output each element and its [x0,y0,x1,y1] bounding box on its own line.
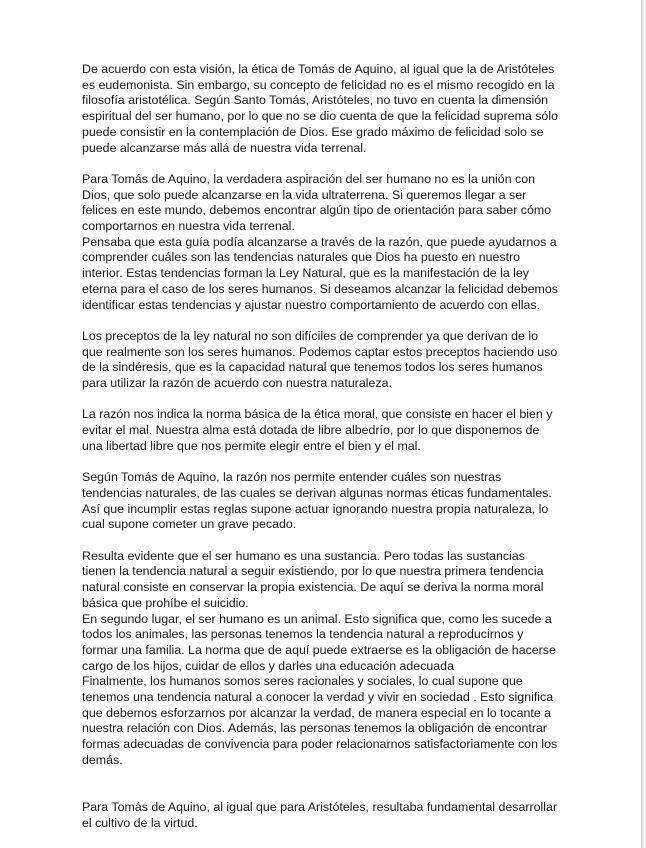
paragraph-natural-tendencies: Según Tomás de Aquino, la razón nos permite entender cuáles son nuestras tendencias naturales, de las cuales se derivan algunas normas éticas fundamentales. Así que incumplir estas reglas supone actuar ignorando nuestra propia naturaleza, lo cual supone cometer un grave pecado. [82,470,552,532]
paragraph-moral-norm: La razón nos indica la norma básica de la ética moral, que consiste en hacer el bien y evitar el mal. Nuestra alma está dotada de libre albedrío, por lo que disponemos de una libertad libre que nos permite elegir entre el bien y el mal. [82,407,553,453]
paragraph-natural-law: Pensaba que esta guía podía alcanzarse a través de la razón, que puede ayudarnos a comprender cuáles son las tendencias naturales que Dios ha puesto en nuestro interior. Estas tendencias forman la Ley Natural, que es la manifestación de la ley eterna para el caso de los seres humanos. Si deseamos alcanzar la felicidad debemos identificar estas tendencias y ajustar nuestro comportamiento de acuerdo con ellas. [82,234,558,312]
page-edge-shadow [642,0,646,848]
paragraph-animal: En segundo lugar, el ser humano es un animal. Esto significa que, como les sucede a todos los animales, las personas tenemos la tendencia natural a reproducirnos y formar una familia. La norma que de aquí puede extraerse es la obligación de hacerse cargo de los hijos, cuidar de ellos y darles una educación adecuada [82,611,556,673]
paragraph-substance: Resulta evidente que el ser humano es una sustancia. Pero todas las sustancias tienen la tendencia natural a seguir existiendo, por lo que nuestra primera tendencia natural consiste en conservar la propia existencia. De aquí se deriva la norma moral básica que prohíbe el suicidio. [82,548,544,610]
paragraph-virtue: Para Tomás de Aquino, al igual que para Aristóteles, resultaba fundamental desarrollar el cultivo de la virtud. [82,799,558,830]
paragraph-true-aspiration: Para Tomás de Aquino, la verdadera aspiración del ser humano no es la unión con Dios, que solo puede alcanzarse en la vida ultraterrena. Si queremos llegar a ser felices en este mundo, debemos encontrar algún tipo de orientación para saber cómo comportarnos en nuestra vida terrenal. [82,171,552,234]
document-body [82,62,562,831]
paragraph-rational-social: Finalmente, los humanos somos seres racionales y sociales, lo cual supone que tenemos una tendencia natural a conocer la verdad y vivir en sociedad . Esto significa que debemos esforzarnos por alcanzar la verdad, de manera especial en lo tocante a nuestra relación con Dios. Además, las personas tenemos la obligación de encontrar formas adecuadas de convivencia para poder relacionarnos satisfactoriamente con los demás. [82,674,558,767]
paragraph-precepts: Los preceptos de la ley natural no son difíciles de comprender ya que derivan de lo que realmente son los seres humanos. Podemos captar estos preceptos haciendo uso de la sindéresis, que es la capacidad natural que tenemos todos los seres humanos para utilizar la razón de acuerdo con nuestra naturaleza. [82,328,558,391]
paragraph-eudemonism: De acuerdo con esta visión, la ética de Tomás de Aquino, al igual que la de Aristóteles es eudemonista. Sin embargo, su concepto de felicidad no es el mismo recogido en la filosofía aristotélica. Según Santo Tomás, Aristóteles, no tuvo en cuenta la dimensión espiritual del ser humano, por lo que no se dio cuenta de que la felicidad suprema sólo puede consistir en la contemplación de Dios. Ese grado máximo de felicidad solo se puede alcanzarse más allá de nuestra vida terrenal. [82,62,558,155]
